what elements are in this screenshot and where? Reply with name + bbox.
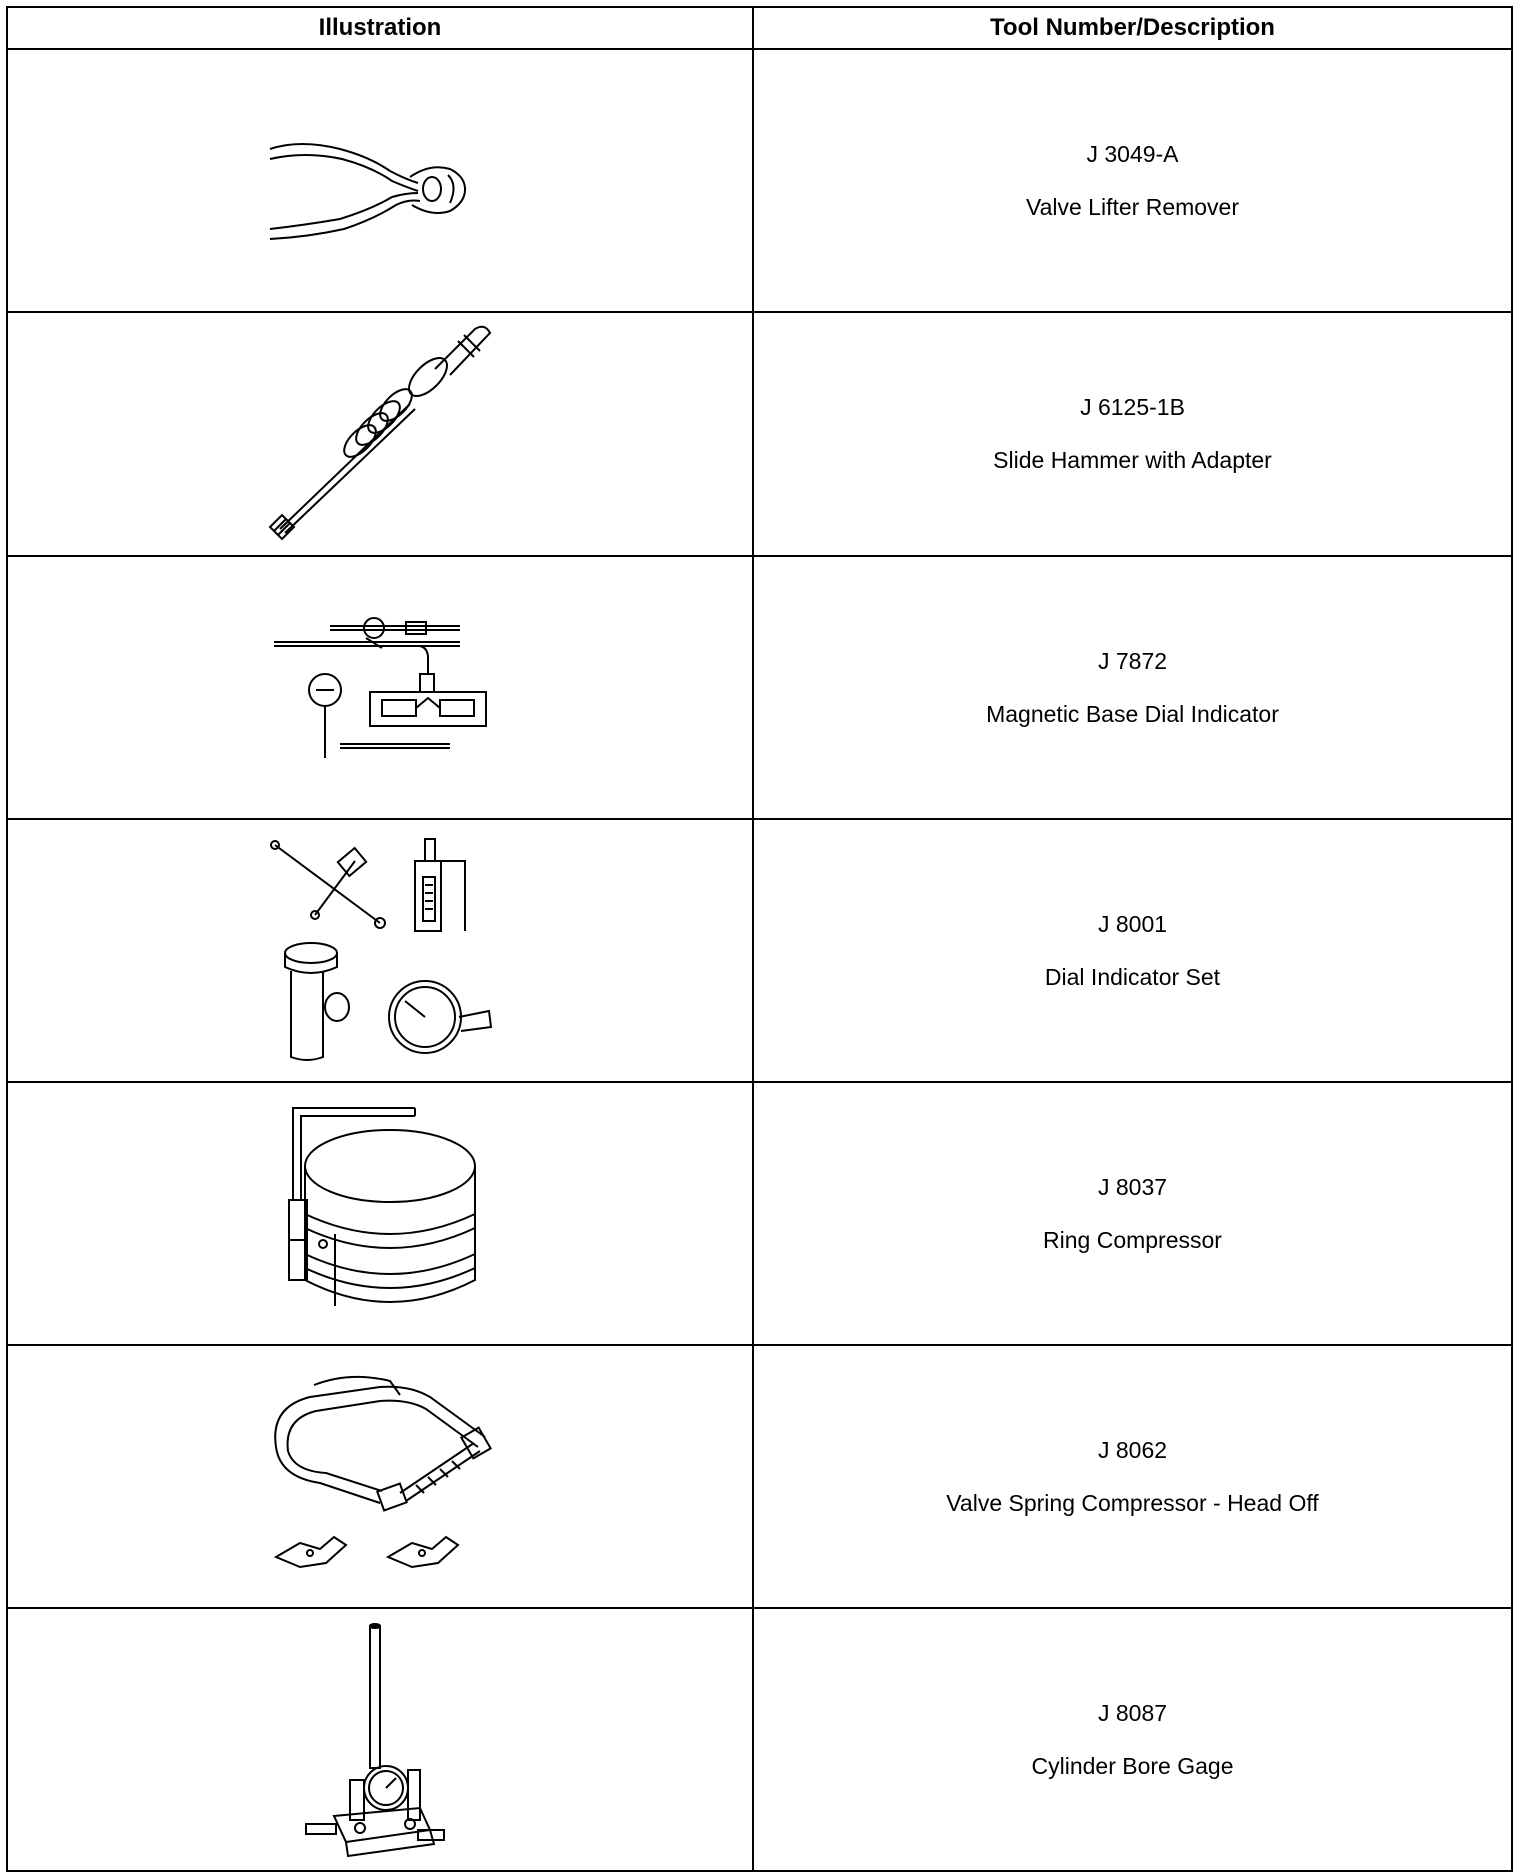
illustration-cell <box>7 1608 753 1871</box>
illustration-header: Illustration <box>7 7 753 49</box>
tool-number: J 3049-A <box>1086 140 1179 167</box>
description-cell <box>753 556 1512 819</box>
description-cell <box>753 312 1512 556</box>
illustration-cell <box>7 556 753 819</box>
tool-description: Valve Spring Compressor - Head Off <box>946 1489 1319 1516</box>
description-cell <box>753 1082 1512 1345</box>
illustration-cell <box>7 1345 753 1608</box>
tool-description: Magnetic Base Dial Indicator <box>986 700 1279 727</box>
table-row <box>7 1608 1512 1871</box>
tool-description: Dial Indicator Set <box>1044 963 1221 990</box>
slide-hammer-icon <box>260 319 500 549</box>
illustration-cell <box>7 312 753 556</box>
tool-description: Cylinder Bore Gage <box>1031 1752 1234 1779</box>
table-row <box>7 556 1512 819</box>
tool-description: Ring Compressor <box>1043 1226 1222 1253</box>
tool-header: Tool Number/Description <box>753 7 1512 49</box>
tool-description: Slide Hammer with Adapter <box>993 447 1272 473</box>
special-tools-table <box>6 6 1513 1872</box>
illustration-cell <box>7 1082 753 1345</box>
tool-number: J 8037 <box>1097 1173 1168 1200</box>
illustration-cell <box>7 819 753 1082</box>
description-cell <box>753 819 1512 1082</box>
table-row <box>7 49 1512 312</box>
cylinder-bore-gage-icon <box>300 1620 460 1860</box>
tool-number: J 6125-1B <box>1080 394 1185 420</box>
ring-compressor-icon <box>265 1094 495 1334</box>
valve-spring-compressor-icon <box>260 1367 500 1587</box>
tool-number: J 7872 <box>1097 647 1168 674</box>
description-cell <box>753 1345 1512 1608</box>
tool-number: J 8001 <box>1097 910 1168 937</box>
tool-number: J 8062 <box>1097 1436 1168 1463</box>
header-row <box>7 7 1512 49</box>
table-row <box>7 1082 1512 1345</box>
tool-description: Valve Lifter Remover <box>1025 193 1240 220</box>
description-cell <box>753 1608 1512 1871</box>
table-row <box>7 1345 1512 1608</box>
table-row <box>7 312 1512 556</box>
table-row <box>7 819 1512 1082</box>
pliers-icon <box>260 111 500 251</box>
description-cell <box>753 49 1512 312</box>
magnetic-base-dial-indicator-icon <box>270 608 490 768</box>
tool-number: J 8087 <box>1097 1699 1168 1726</box>
illustration-cell <box>7 49 753 312</box>
dial-indicator-set-icon <box>265 831 495 1071</box>
